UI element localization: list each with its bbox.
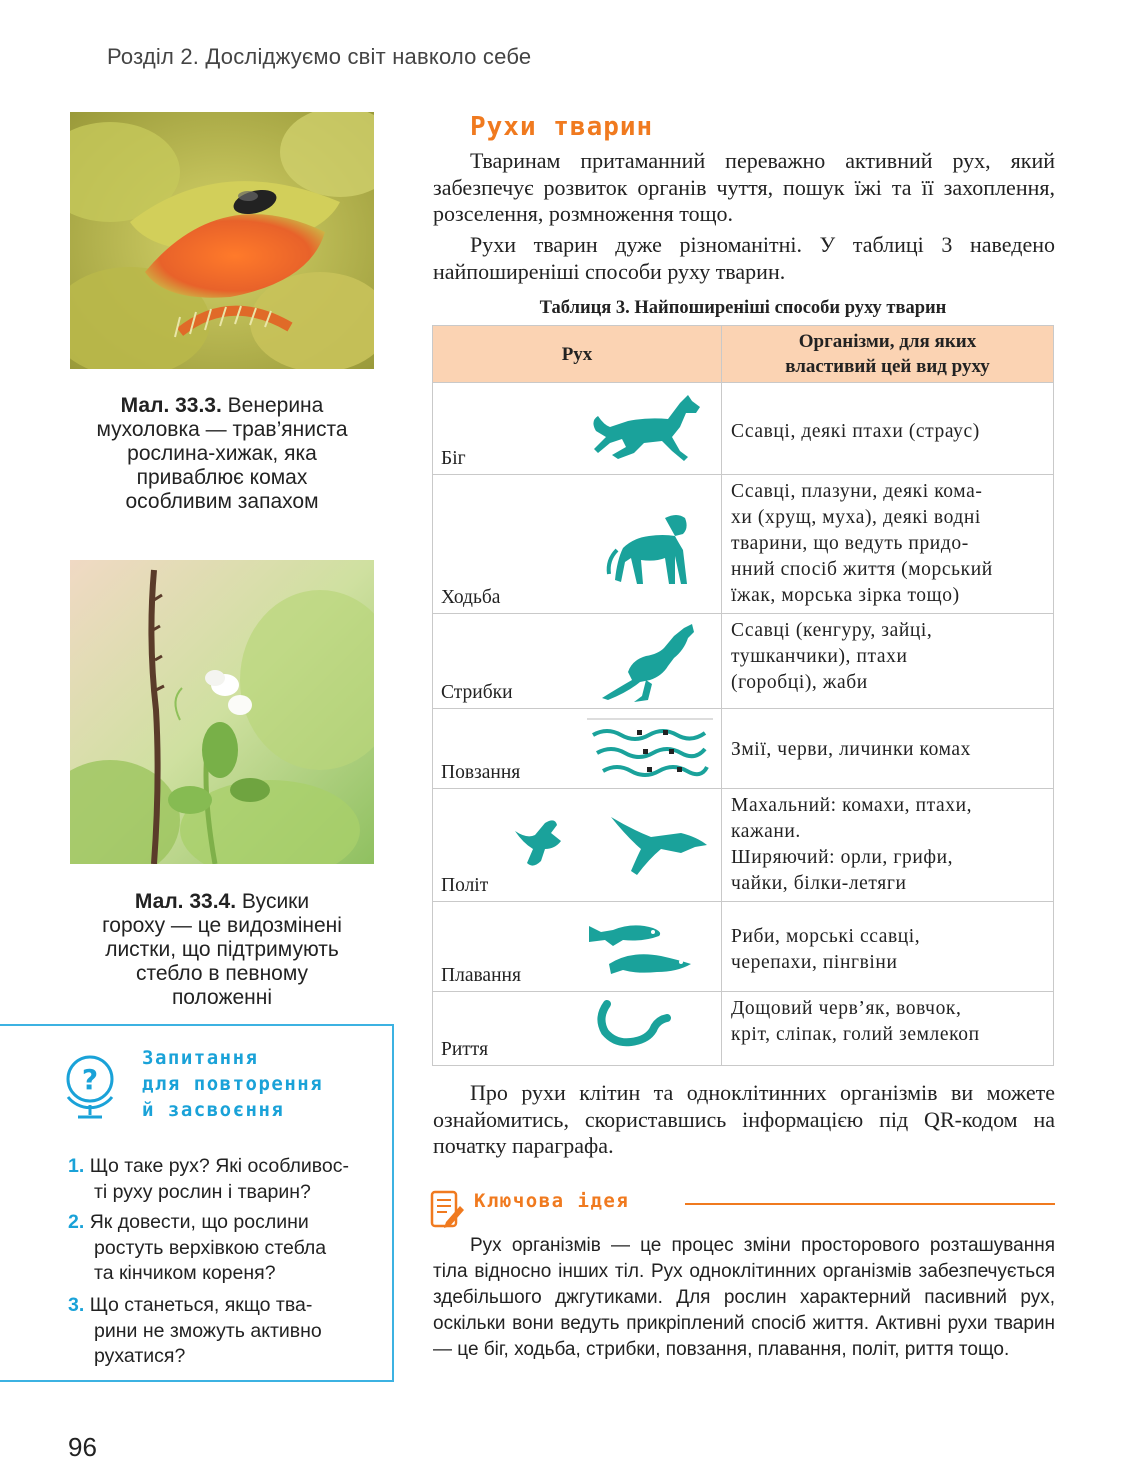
organisms-line: нний спосіб життя (морський	[731, 559, 993, 580]
questions-title-line: для повторення	[142, 1073, 324, 1095]
organisms-line: їжак, морська зірка тощо)	[731, 585, 960, 606]
globe-question-icon	[60, 1047, 122, 1127]
organisms-cell	[722, 614, 1054, 709]
question-3	[68, 1293, 388, 1370]
caption-line: Венерина	[227, 394, 324, 417]
table-row	[433, 709, 1054, 789]
column-header-organisms	[722, 326, 1054, 383]
organisms-line: черепахи, пінгвіни	[731, 952, 898, 973]
movement-cell	[433, 789, 722, 902]
movement-cell	[433, 475, 722, 614]
movement-cell	[433, 383, 722, 475]
organisms-cell	[722, 475, 1054, 614]
organisms-line: (горобці), жаби	[731, 672, 868, 693]
caption-line: стебло в певному	[135, 962, 309, 985]
crawling-snakes-icon	[583, 713, 713, 785]
question-number: 3.	[68, 1294, 85, 1316]
question-1	[68, 1154, 388, 1205]
section-paragraph-2: Рухи тварин дуже різноманітні. У таблиці 3 наведено найпоширеніші способи руху тварин.	[433, 232, 1055, 284]
caption-line: положенні	[171, 986, 273, 1009]
after-table-paragraph: Про рухи клітин та одноклітинних організмів ви можете ознайомитись, скориставшись інформацією під QR-кодом на початку параграфа.	[433, 1080, 1055, 1158]
running-horse-icon	[588, 391, 708, 466]
question-line: Що станеться, якщо тва-	[89, 1294, 313, 1316]
notepad-pencil-icon	[430, 1188, 466, 1232]
question-line: та кінчиком кореня?	[94, 1262, 276, 1284]
organisms-cell	[722, 709, 1054, 789]
movement-label: Риття	[441, 1039, 489, 1060]
key-idea-divider	[685, 1203, 1055, 1205]
organisms-line: кажани.	[731, 821, 801, 842]
pea-tendril-photo	[70, 560, 374, 864]
page-number: 96	[68, 1432, 97, 1462]
figure-caption-33-3	[70, 394, 374, 514]
table-row	[433, 614, 1054, 709]
organisms-line: Ссавці, деякі птахи (страус)	[731, 421, 980, 442]
caption-line: приваблює комах	[136, 466, 308, 489]
question-line: Як довести, що рослини	[89, 1211, 309, 1233]
movement-label: Повзання	[441, 762, 521, 783]
question-line: рини не зможуть активно	[94, 1319, 322, 1342]
questions-title-line: Запитання	[142, 1047, 259, 1069]
organisms-cell	[722, 902, 1054, 992]
caption-line: мухоловка — трав’яниста	[96, 418, 348, 441]
table-row	[433, 992, 1054, 1066]
figure-label: Мал. 33.4.	[134, 890, 237, 913]
table-row	[433, 902, 1054, 992]
organisms-line: тушканчики), птахи	[731, 646, 908, 667]
organisms-line: Ширяючий: орли, грифи,	[731, 847, 954, 868]
table-row	[433, 475, 1054, 614]
movement-label: Біг	[441, 448, 466, 469]
walking-monkey-icon	[603, 510, 703, 590]
organisms-line: Махальний: комахи, птахи,	[731, 795, 973, 816]
question-line: ростуть верхівкою стебла	[94, 1236, 327, 1259]
svg-text:?: ?	[81, 1063, 99, 1096]
organisms-cell	[722, 789, 1054, 902]
questions-title-line: й засвоєння	[142, 1099, 285, 1121]
figure-label: Мал. 33.3.	[120, 394, 222, 417]
caption-line: листки, що підтримують	[105, 938, 339, 961]
question-2	[68, 1210, 388, 1287]
movement-label: Плавання	[441, 965, 521, 986]
question-line: ті руху рослин і тварин?	[94, 1180, 311, 1203]
section-title: Рухи тварин	[470, 112, 654, 142]
table-header-row	[433, 326, 1054, 383]
organisms-line: чайки, білки-летяги	[731, 873, 907, 894]
jumping-kangaroo-icon	[588, 622, 698, 704]
movement-table	[432, 325, 1054, 1066]
movement-cell	[433, 902, 722, 992]
table-row	[433, 789, 1054, 902]
organisms-line: кріт, сліпак, голий землекоп	[731, 1024, 980, 1045]
organisms-line: Ссавці (кенгуру, зайці,	[731, 620, 933, 641]
organisms-cell	[722, 992, 1054, 1066]
question-line: Що таке рух? Які особливос-	[89, 1155, 350, 1177]
caption-line: особливим запахом	[125, 490, 319, 513]
organisms-cell	[722, 383, 1054, 475]
question-number: 1.	[68, 1155, 85, 1177]
movement-cell	[433, 709, 722, 789]
swimming-animals-icon	[583, 912, 708, 982]
table-title: Таблиця 3. Найпоширеніші способи руху тварин	[539, 298, 947, 318]
movement-cell	[433, 992, 722, 1066]
questions-title	[142, 1045, 323, 1123]
organisms-line: Змії, черви, личинки комах	[731, 739, 972, 760]
header-line: властивий цей вид руху	[785, 356, 990, 377]
figure-caption-33-4	[70, 890, 374, 1010]
key-idea-title: Ключова ідея	[474, 1190, 630, 1212]
caption-line: Вусики	[241, 890, 310, 913]
organisms-line: Риби, морські ссавці,	[731, 926, 921, 947]
caption-line: гороху — це видозмінені	[102, 914, 342, 937]
organisms-line: Дощовий черв’як, вовчок,	[731, 998, 962, 1019]
caption-line: рослина-хижак, яка	[127, 442, 317, 465]
column-header-movement: Рух	[433, 326, 722, 383]
movement-label: Стрибки	[441, 682, 513, 703]
question-line: рухатися?	[94, 1345, 186, 1367]
digging-worm-icon	[593, 998, 673, 1058]
venus-flytrap-photo	[70, 112, 374, 369]
movement-label: Політ	[441, 875, 489, 896]
organisms-line: хи (хрущ, муха), деякі водні	[731, 507, 981, 528]
organisms-line: Ссавці, плазуни, деякі кома-	[731, 481, 983, 502]
table-row	[433, 383, 1054, 475]
running-header: Розділ 2. Досліджуємо світ навколо себе	[107, 44, 532, 69]
flying-birds-icon	[511, 809, 709, 879]
movement-label: Ходьба	[441, 587, 501, 608]
organisms-line: тварини, що ведуть придо-	[731, 533, 969, 554]
header-line: Організми, для яких	[798, 331, 977, 352]
key-idea-text: Рух організмів — це процес зміни просторового розташування тіла відносно інших тіл. Рух одноклітинних організмів забезпечується здебільшого джгутиками. Для рослин характерний пасивний рух, оскільки вони ведуть прикріплений спосіб життя. Активні рухи тварин — це біг, ходьба, стрибки, повзання, плавання, політ, риття тощо.	[433, 1235, 1055, 1360]
section-paragraph-1: Тваринам притаманний переважно активний рух, який забезпечує розвиток органів чуття, пошук їжі та її захоплення, розселення, розмноження тощо.	[433, 148, 1055, 226]
question-number: 2.	[68, 1211, 85, 1233]
movement-cell	[433, 614, 722, 709]
